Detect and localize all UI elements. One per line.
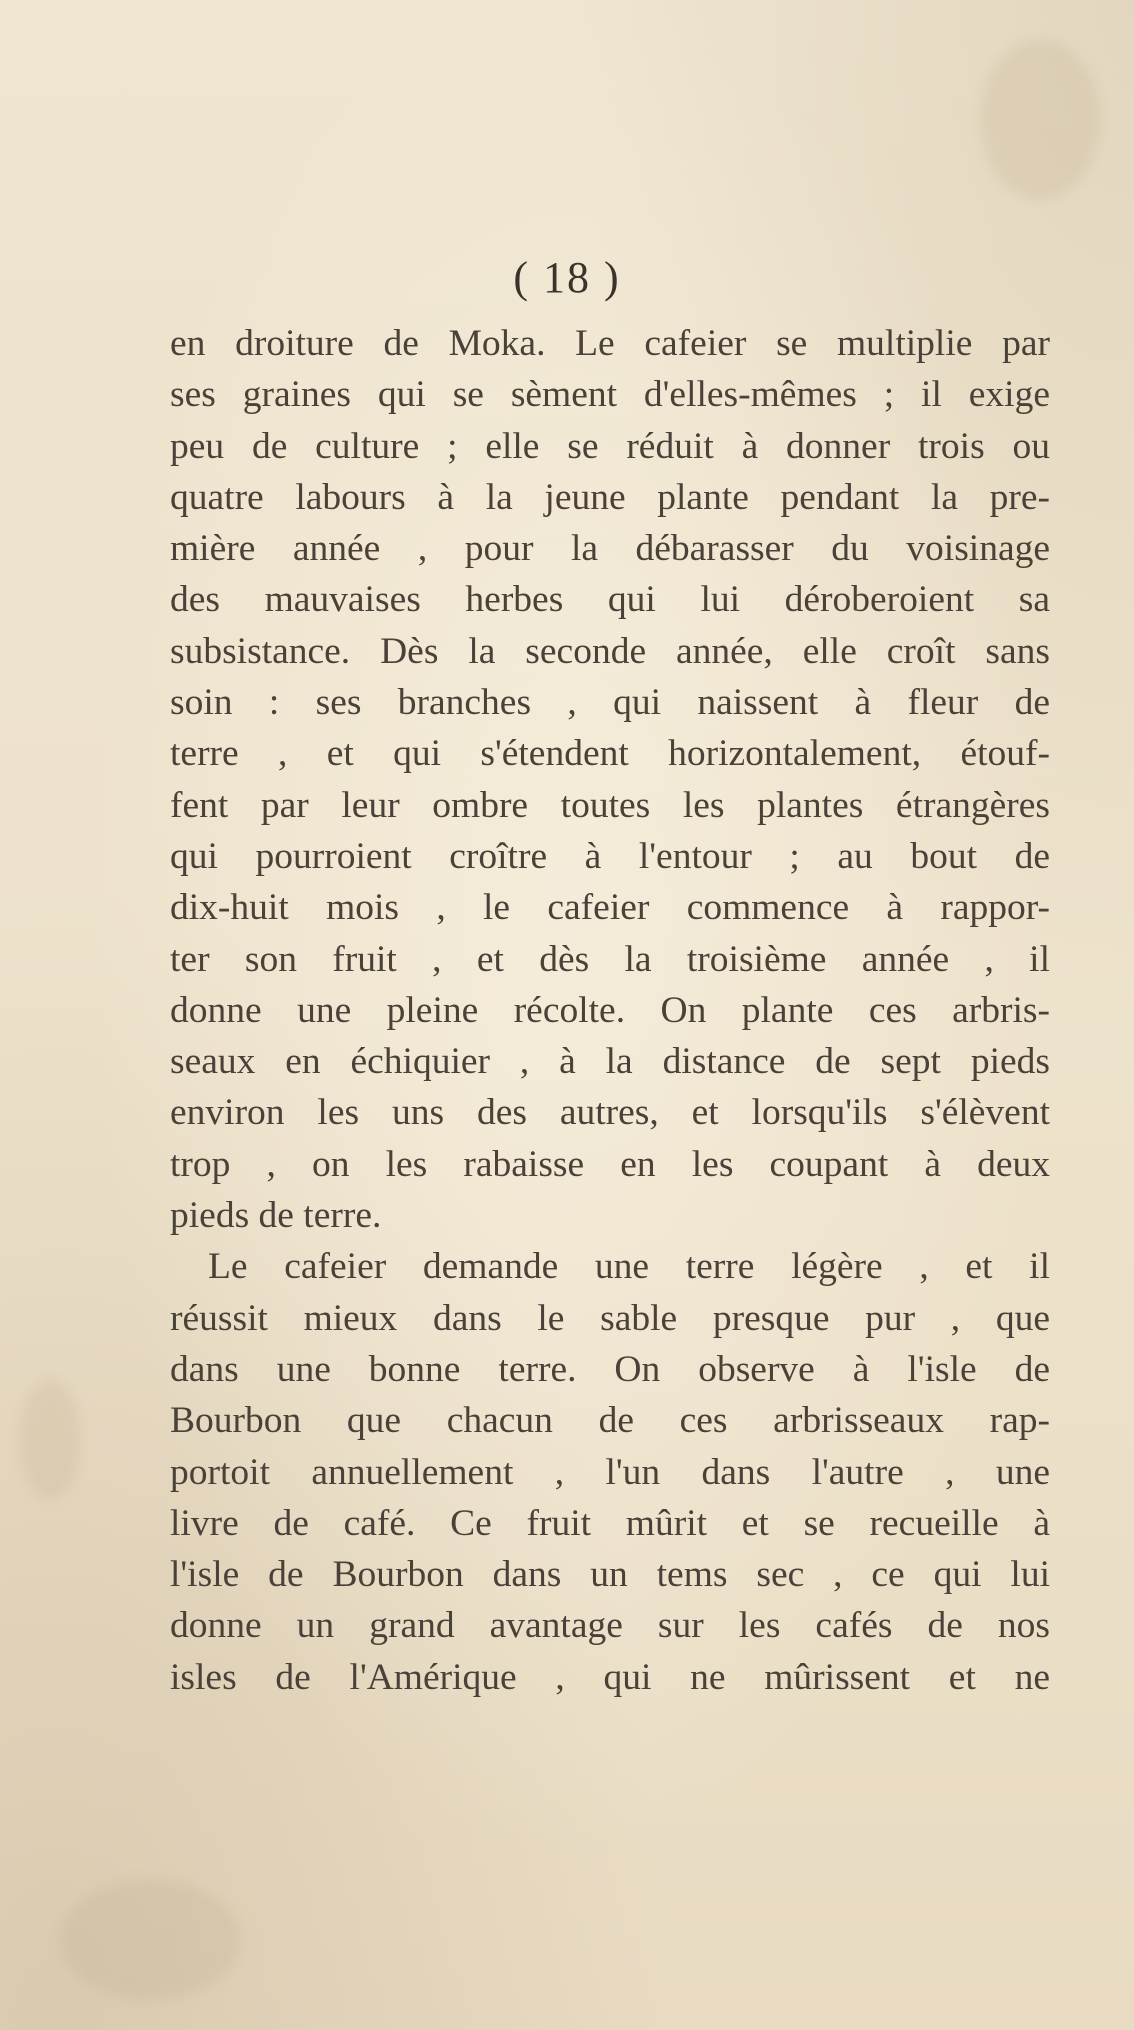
body-text (170, 318, 1050, 1703)
text-line: mière année , pour la débarasser du voisinage (170, 528, 1050, 570)
text-line: l'isle de Bourbon dans un tems sec , ce qui lui (170, 1554, 1050, 1596)
text-line: qui pourroient croître à l'entour ; au bout de (170, 835, 1050, 877)
text-line: seaux en échiquier , à la distance de sept pieds (170, 1041, 1050, 1083)
text-line: Le cafeier demande une terre légère , et il (208, 1246, 1050, 1288)
text-line: des mauvaises herbes qui lui déroberoient sa (170, 579, 1050, 621)
text-line: donne un grand avantage sur les cafés de nos (170, 1605, 1050, 1647)
text-line: soin : ses branches , qui naissent à fleur de (170, 682, 1050, 724)
paper-stain (20, 1380, 80, 1500)
text-line: livre de café. Ce fruit mûrit et se recueille à (170, 1502, 1050, 1544)
page-number: ( 18 ) (513, 253, 621, 302)
text-line: isles de l'Amérique , qui ne mûrissent et ne (170, 1656, 1050, 1698)
text-line: en droiture de Moka. Le cafeier se multiplie par (170, 323, 1050, 364)
text-line: peu de culture ; elle se réduit à donner trois ou (170, 425, 1050, 467)
text-line: subsistance. Dès la seconde année, elle croît sans (170, 630, 1050, 672)
text-line: pieds de terre. (170, 1195, 382, 1237)
paper-stain (60, 1880, 240, 2000)
text-line: dix-huit mois , le cafeier commence à rappor- (170, 887, 1050, 929)
paragraph-1 (170, 318, 1050, 1241)
text-line: fent par leur ombre toutes les plantes étrangères (170, 784, 1050, 826)
text-line: Bourbon que chacun de ces arbrisseaux rap- (170, 1400, 1050, 1442)
paper-stain (980, 40, 1100, 200)
text-line: trop , on les rabaisse en les coupant à deux (170, 1143, 1050, 1185)
text-line: ter son fruit , et dès la troisième année , il (170, 938, 1050, 980)
text-line: portoit annuellement , l'un dans l'autre , une (170, 1451, 1050, 1493)
text-line: dans une bonne terre. On observe à l'isle de (170, 1348, 1050, 1390)
text-line: terre , et qui s'étendent horizontalement, étouf- (170, 733, 1050, 775)
text-line: quatre labours à la jeune plante pendant la pre- (170, 476, 1050, 518)
text-line: réussit mieux dans le sable presque pur , que (170, 1297, 1050, 1339)
text-line: ses graines qui se sèment d'elles-mêmes ; il exige (170, 374, 1050, 416)
text-line: donne une pleine récolte. On plante ces arbris- (170, 989, 1050, 1031)
text-line: environ les uns des autres, et lorsqu'ils s'élèvent (170, 1092, 1050, 1134)
paragraph-2 (170, 1241, 1050, 1703)
